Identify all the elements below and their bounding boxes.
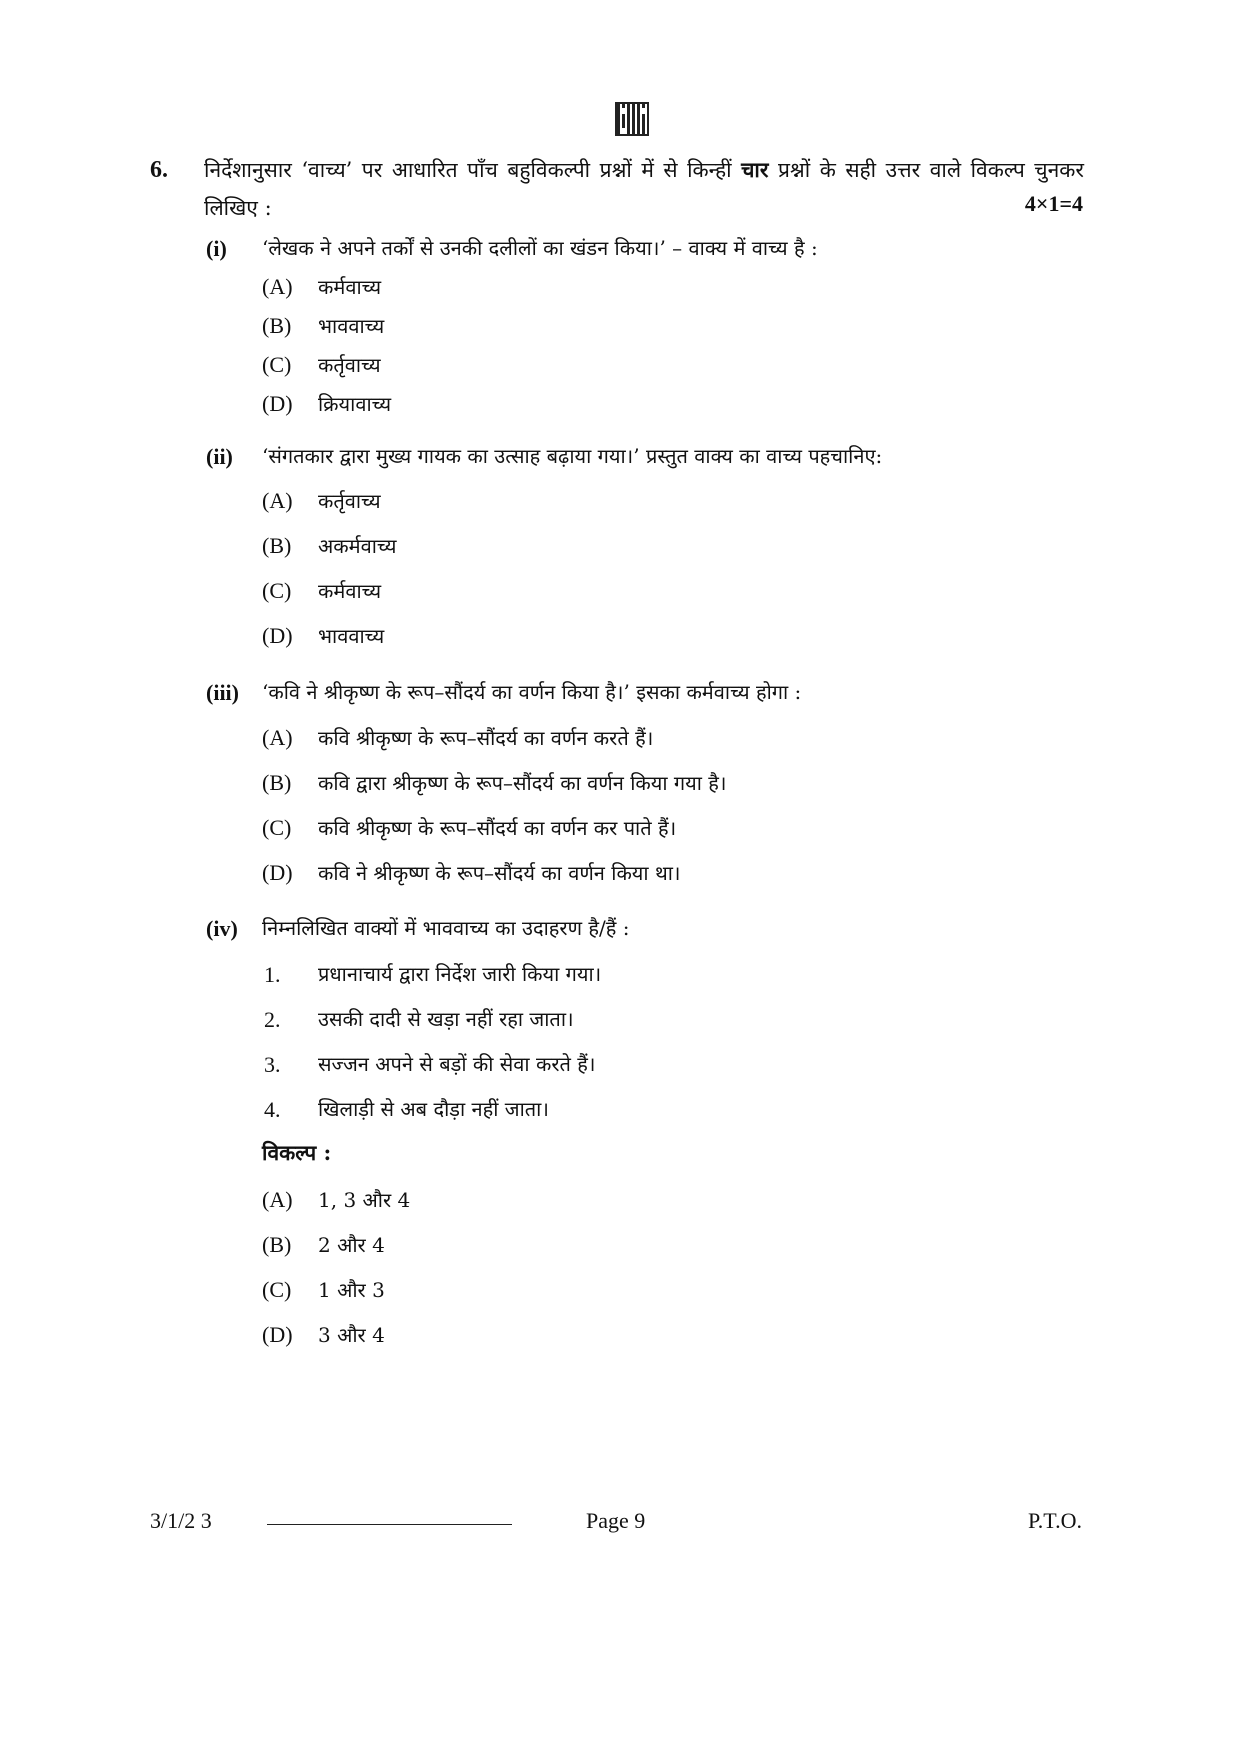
subquestion-iii-option-b-label: (B) [262, 770, 292, 795]
subquestion-i-label: (i) [206, 236, 227, 261]
subquestion-ii-option-d: भाववाच्य [318, 624, 385, 648]
subquestion-iv-option-a-label: (A) [262, 1187, 293, 1212]
statement-2-label: 2. [264, 1007, 281, 1032]
question-text-part2: प्रश्नों के सही उत्तर वाले विकल्प चुनकर लिखिए : [204, 158, 1084, 220]
subquestion-ii-option-a-label: (A) [262, 488, 293, 513]
subquestion-iv-option-d-label: (D) [262, 1322, 293, 1347]
question-text [204, 151, 1084, 227]
qr-code-icon [615, 102, 649, 136]
subquestion-iv-label: (iv) [206, 916, 238, 941]
subquestion-iv-option-d: 3 और 4 [318, 1323, 385, 1347]
subquestion-ii-option-b: अकर्मवाच्य [318, 534, 397, 558]
subquestion-iv-option-b: 2 और 4 [318, 1233, 385, 1257]
subquestion-i-text: ‘लेखक ने अपने तर्कों से उनकी दलीलों का खंडन किया।’ – वाक्य में वाच्य है : [262, 236, 818, 260]
statement-3-label: 3. [264, 1052, 281, 1077]
subquestion-iii-option-c-label: (C) [262, 815, 292, 840]
subquestion-i-option-a: कर्मवाच्य [318, 275, 382, 299]
subquestion-iii-option-b: कवि द्वारा श्रीकृष्ण के रूप–सौंदर्य का वर्णन किया गया है। [318, 771, 727, 795]
subquestion-iii-option-c: कवि श्रीकृष्ण के रूप–सौंदर्य का वर्णन कर पाते हैं। [318, 816, 677, 840]
subquestion-iv-text: निम्नलिखित वाक्यों में भाववाच्य का उदाहरण है/हैं : [262, 916, 630, 940]
footer-divider [267, 1524, 512, 1525]
subquestion-ii-option-c: कर्मवाच्य [318, 579, 382, 603]
vikalp-label: विकल्प : [262, 1140, 332, 1165]
question-number: 6. [150, 157, 168, 183]
subquestion-ii-option-d-label: (D) [262, 623, 293, 648]
subquestion-i-option-a-label: (A) [262, 274, 293, 299]
subquestion-i-option-c: कर्तृवाच्य [318, 353, 381, 377]
subquestion-ii-text: ‘संगतकार द्वारा मुख्य गायक का उत्साह बढ़ाया गया।’ प्रस्तुत वाक्य का वाच्य पहचानिए: [262, 444, 883, 468]
subquestion-iii-option-d-label: (D) [262, 860, 293, 885]
subquestion-iii-option-d: कवि ने श्रीकृष्ण के रूप–सौंदर्य का वर्णन किया था। [318, 861, 681, 885]
subquestion-i-option-b: भाववाच्य [318, 314, 385, 338]
statement-2: उसकी दादी से खड़ा नहीं रहा जाता। [318, 1007, 574, 1031]
subquestion-iii-option-a-label: (A) [262, 725, 293, 750]
subquestion-iii-option-a: कवि श्रीकृष्ण के रूप–सौंदर्य का वर्णन करते हैं। [318, 726, 654, 750]
page-number: Page 9 [586, 1508, 646, 1533]
subquestion-ii-label: (ii) [206, 444, 233, 469]
paper-code: 3/1/2 3 [150, 1508, 212, 1533]
question-text-part1: निर्देशानुसार ‘वाच्य’ पर आधारित पाँच बहुविकल्पी प्रश्नों में से किन्हीं [204, 158, 732, 182]
subquestion-iv-option-b-label: (B) [262, 1232, 292, 1257]
question-text-bold: चार [741, 157, 769, 182]
statement-3: सज्जन अपने से बड़ों की सेवा करते हैं। [318, 1052, 596, 1076]
subquestion-ii-option-c-label: (C) [262, 578, 292, 603]
subquestion-i-option-d: क्रियावाच्य [318, 392, 392, 416]
subquestion-iv-option-c: 1 और 3 [318, 1278, 385, 1302]
statement-1: प्रधानाचार्य द्वारा निर्देश जारी किया गया। [318, 962, 602, 986]
subquestion-ii-option-b-label: (B) [262, 533, 292, 558]
subquestion-i-option-c-label: (C) [262, 352, 292, 377]
question-marks: 4×1=4 [1024, 191, 1083, 216]
statement-1-label: 1. [264, 962, 281, 987]
statement-4: खिलाड़ी से अब दौड़ा नहीं जाता। [318, 1097, 549, 1121]
subquestion-iii-label: (iii) [206, 680, 239, 705]
statement-4-label: 4. [264, 1097, 281, 1122]
subquestion-i-option-b-label: (B) [262, 313, 292, 338]
subquestion-iii-text: ‘कवि ने श्रीकृष्ण के रूप–सौंदर्य का वर्णन किया है।’ इसका कर्मवाच्य होगा : [262, 680, 802, 704]
subquestion-iv-option-c-label: (C) [262, 1277, 292, 1302]
pto-label: P.T.O. [1028, 1508, 1082, 1533]
subquestion-iv-option-a: 1, 3 और 4 [318, 1188, 411, 1212]
subquestion-i-option-d-label: (D) [262, 391, 293, 416]
subquestion-ii-option-a: कर्तृवाच्य [318, 489, 381, 513]
